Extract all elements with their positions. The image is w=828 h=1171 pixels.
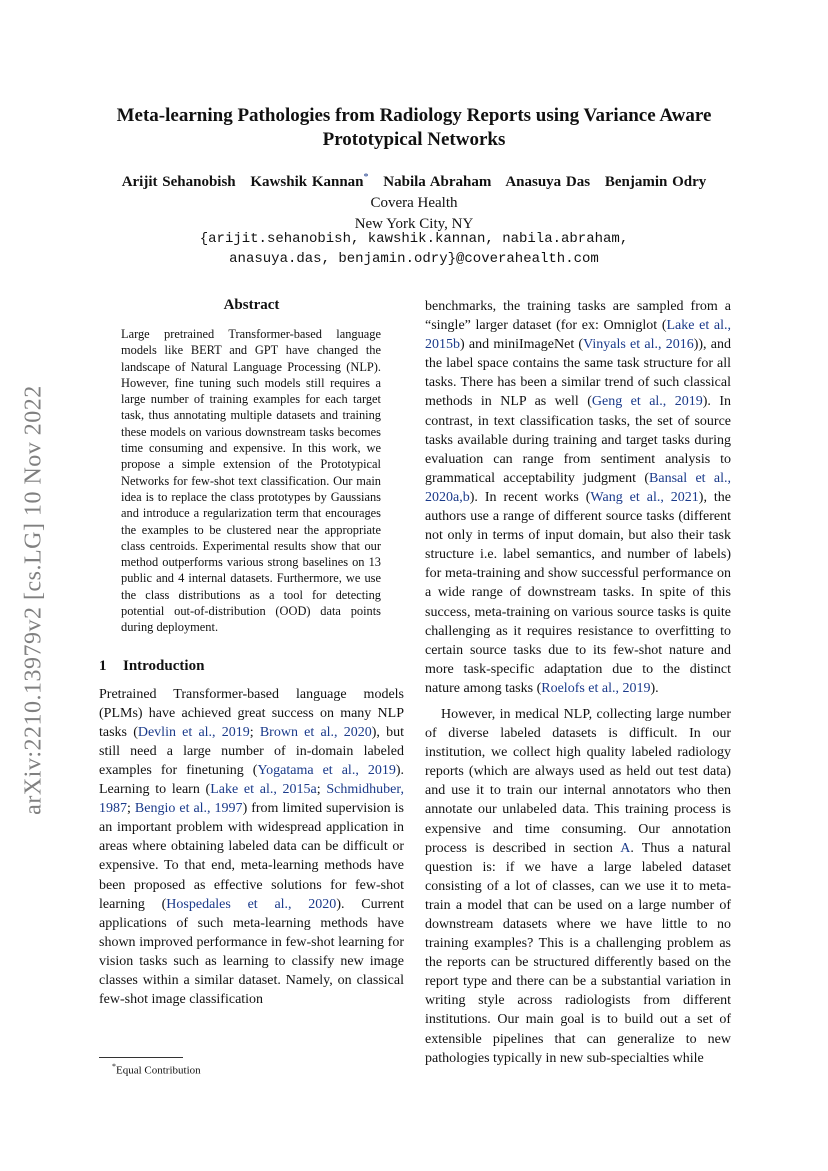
text-run: However, in medical NLP, collecting large number of diverse labeled datasets is difficult. In our institution, we collect high quality labeled radiology reports (which are always used as held out test data) and use it to train our internal annotators who then annotate our unlabeled data. This training process is expensive and time consuming. Our annotation process is described in section — [425, 706, 731, 856]
section-number: 1 — [99, 657, 107, 674]
section-ref-link[interactable]: A — [620, 840, 631, 856]
text-run: ). In recent works ( — [469, 489, 591, 505]
footnote — [112, 1062, 201, 1077]
equal-contribution-mark[interactable]: * — [363, 172, 369, 183]
text-run: ), but still need a large number of in-domain labeled examples for finetuning ( — [99, 724, 404, 779]
citation-link[interactable]: Schmidhuber, 1987 — [99, 782, 404, 817]
right-paragraph-2 — [425, 705, 731, 1068]
text-run: )), and the label space contains the same task structure for all tasks. There has been a similar trend of such classical methods in NLP as well ( — [425, 337, 732, 410]
text-run: ; — [249, 724, 260, 740]
citation-link[interactable]: Bengio et al., 1997 — [134, 801, 243, 817]
abstract-heading: Abstract — [223, 297, 280, 313]
citation-link[interactable]: Devlin et al., 2019 — [137, 724, 250, 740]
author-4: Anasuya Das — [505, 174, 591, 190]
right-paragraph-1 — [425, 297, 731, 698]
author-2: Kawshik Kannan — [250, 174, 364, 190]
section-title: Introduction — [123, 657, 205, 674]
author-emails — [80, 229, 748, 269]
citation-link[interactable]: Roelofs et al., 2019 — [541, 680, 651, 696]
footnote-mark: * — [112, 1062, 116, 1071]
author-3: Nabila Abraham — [383, 174, 492, 190]
abstract-text: Large pretrained Transformer-based language models like BERT and GPT have changed the landscape of Natural Language Processing (NLP). However, fine tuning such models still requires a large number of training examples for each target task, thus annotating multiple datasets and training these models on various downstream tasks becomes time consuming and expensive. In this work, we propose a simple extension of the Prototypical Networks for few-shot text classification. Our main idea is to replace the class prototypes by Gaussians and introduce a regularization term that encourages the examples to be clustered near the appropriate class centroids. Experimental results show that our method outperforms various strong baselines on 13 public and 4 internal datasets. Furthermore, we use the class distributions as a tool for detecting potential out-of-distribution (OOD) data points during deployment. — [121, 327, 381, 635]
author-block — [80, 167, 748, 235]
emails-line-2: anasuya.das, benjamin.odry}@coverahealth.com — [229, 251, 599, 267]
citation-link[interactable]: Wang et al., 2021 — [590, 489, 699, 505]
paper-title: Meta-learning Pathologies from Radiology Reports using Variance Aware Prototypical Networks — [116, 105, 712, 150]
author-names — [80, 167, 748, 193]
text-run: ; — [316, 782, 327, 798]
text-run: ) from limited supervision is an important problem with widespread application in areas where obtaining labeled data can be difficult or expensive. To that end, meta-learning methods have been proposed as effective solutions for few-shot learning ( — [99, 801, 404, 912]
right-column — [425, 297, 731, 1068]
location: New York City, NY — [354, 216, 474, 232]
author-1: Arijit Sehanobish — [121, 174, 236, 190]
citation-link[interactable]: Yogatama et al., 2019 — [257, 763, 396, 779]
text-run: ) and miniImageNet ( — [460, 337, 584, 353]
text-run: ; — [127, 801, 135, 817]
emails-line-1: {arijit.sehanobish, kawshik.kannan, nabila.abraham, — [199, 231, 629, 247]
intro-paragraph — [99, 685, 404, 1010]
text-run: Pretrained Transformer-based language models (PLMs) have achieved great success on many NLP tasks ( — [99, 686, 404, 740]
citation-link[interactable]: Lake et al., 2015a — [210, 782, 317, 798]
arxiv-identifier — [14, 355, 54, 845]
arxiv-identifier-text: arXiv:2210.13979v2 [cs.LG] 10 Nov 2022 — [20, 385, 47, 815]
text-run: ), the authors use a range of different source tasks (different not only in terms of input domain, but also their task structure i.e. label semantics, and number of labels) for meta-training and show successful performance on a wide range of downstream tasks. In spite of this success, meta-training on various source tasks is quite challenging as it requires resistance to overfitting to certain source tasks due to its few-shot nature and more task-specific adaptation due to the distinct nature among tasks ( — [425, 489, 732, 696]
section-heading-introduction — [99, 658, 404, 675]
affiliation: Covera Health — [370, 195, 458, 211]
left-column — [99, 297, 404, 1009]
citation-link[interactable]: Brown et al., 2020 — [259, 724, 372, 740]
citation-link[interactable]: Geng et al., 2019 — [591, 394, 703, 410]
citation-link[interactable]: Bansal et al., 2020a,b — [425, 470, 732, 505]
text-run: ). Learning to learn ( — [99, 763, 405, 798]
citation-link[interactable]: Vinyals et al., 2016 — [583, 337, 694, 353]
footnote-text: Equal Contribution — [116, 1064, 201, 1077]
footnote-divider — [99, 1057, 183, 1058]
text-run: ). Current applications of such meta-learning methods have shown improved performance in few-shot learning for vision tasks such as learning to classify new image classes within a similar dataset. Namely, on classical few-shot image classification — [99, 896, 404, 1008]
citation-link[interactable]: Lake et al., 2015b — [425, 318, 731, 353]
author-5: Benjamin Odry — [604, 174, 707, 190]
text-run: . Thus a natural question is: if we have a large labeled dataset consisting of a lot of classes, can we use it to meta-train a model that can be used on a large number of downstream datasets where we have little to no training examples? This is a challenging problem as the reports can be structured differently based on the report type and there can be a substantial variation in writing style across radiologists from different institutions. Our main goal is to build out a set of extensible pipelines that can generalize to new pathologies typically in new sub-specialties while — [425, 840, 731, 1066]
text-run: ). In contrast, in text classification tasks, the set of source tasks available during training and target tasks during evaluation can range from sentiment analysis to grammatical acceptability judgment ( — [425, 394, 732, 486]
citation-link[interactable]: Hospedales et al., 2020 — [166, 896, 337, 912]
text-run: benchmarks, the training tasks are sampled from a “single” larger dataset (for ex: Omniglot ( — [425, 299, 731, 334]
text-run: ). — [650, 680, 659, 696]
